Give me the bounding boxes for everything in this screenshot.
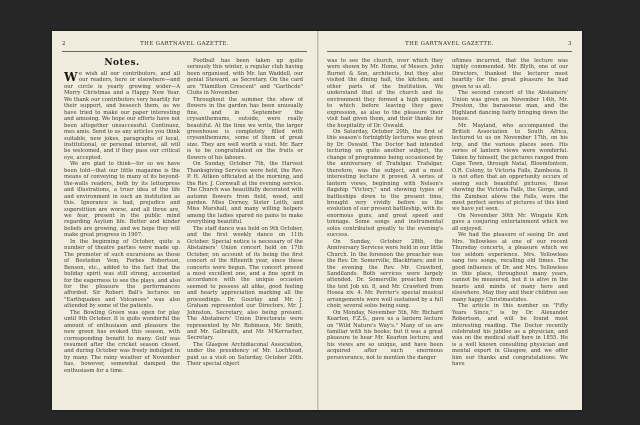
running-head-left — [62, 41, 307, 50]
page-number-left: 2 — [62, 41, 66, 47]
column-3 — [327, 58, 443, 403]
paragraph: On Saturday, October 20th, the first of this season's fortnightly lectures was given by Dr. Oswald. The Doctor had intended lecturing on quite another subject, the change of programme being occasioned by the anniversary of Trafalgar. Trafalgar, therefore, was the subject, and a most interesting lecture it proved. A series of lantern views, beginning with Nelson's flagship "Victory," and showing types of battleships down to the present time, brought very vividly before us the evolution of our present battleship, with its enormous guns, and great speed and tonnage. Some songs and instrumental solos contributed greatly to the evening's success. — [327, 128, 443, 239]
header-rule-left — [62, 51, 307, 52]
paragraph: Mr. Mayland, who accompanied the British Association to South Africa, lectured to us on November 17th, on his trip, and the various places seen. His series of lantern views were wonderful. Taken by himself, the pictures ranged from Cape Town, through Natal, Bloemfontein, O.R. Colony, to Victoria Falls, Zambesia. It is not often that an opportunity occurs of seeing such beautiful pictures, those showing the Victoria Falls, the Gorge, and the Zambezi above the Falls, were the most perfect series of pictures of this kind we have yet seen. — [452, 122, 568, 213]
paragraph: Football has been taken up quite seriously this winter, a regular club having been organised, with Mr. Ian Waddell, our genial Steward, as Secretary. On the card are "Hamilton Crescent" and "Garthcde" Clubs in November. — [187, 58, 303, 97]
page-number-right: 3 — [568, 41, 572, 47]
paragraph: We had the pleasure of seeing Dr. and Mrs. Yellowlees at one of our recent Thursday concerts, a pleasure which we too seldom experience. Mrs. Yellowlees sang two songs, recalling old times. The good influence of Dr. and Mrs. Yellowlees in this place, throughout many years, cannot be measured, but it is alive in the hearts and minds of many here and elsewhere. May they and their children see many happy Christmastides. — [452, 232, 568, 303]
drop-cap: W — [64, 69, 78, 84]
running-head-right — [327, 41, 572, 50]
paragraph: The second concert of the Abstainers' Union was given on November 14th, Mr. Preston, the baraeoeue man, and the Highland dancing fairly bringing down the house. — [452, 90, 568, 123]
paragraph: On Sunday, October 7th, the Harvest Thanksgiving Services were held, the Rev. P. H. Aitken officiated at the morning, and the Rev. J. Cornwall at the evening service. The Church was beautifully decorated with autumn flowers from field, wood, and garden. Miss Dorney, Sister Leith, and Miss Marshall, and many willing helpers among the ladies spared no pains to make everything beautiful. — [187, 161, 303, 226]
paragraph: Throughout the summer the show of flowers in the garden has been unusually fine, and in September the crysanthemums, outside, were really beautiful. At the time we write, the larger greenhouse is completely filled with crysanthemums, some of them of great size. They are well worth a visit. Mr. Barr is to be congratulated on the fruits or flowers of his labours. — [187, 96, 303, 161]
paragraph: We are glad to think—for so we have been told—that our little magazine is the means of conveying to many of its beyond-the-walls readers, both by its letterpress and illustrations, a truer idea of the life and environment in such an institution as this. Ignorance is bad, prejudice and superstition are worse, and all three are, we fear, present in the public mind regarding Asylum life. Better and kinder beliefs are growing, and we hope they will make great progress in 1907. — [64, 161, 180, 239]
paragraph: On November 30th Mr. Wingate Kirk gave a conjuring entertainment which we all enjoyed. — [452, 212, 568, 232]
column-1 — [64, 58, 180, 403]
paragraph: The Glasgow Archidiaconal Association, under the presidency of Mr. Lochhead, paid us a visit on Saturday, October 20th. Their special object — [187, 341, 303, 368]
header-rule-right — [327, 51, 572, 52]
paragraph-text: e wish all our contributors, and all our readers, here or elsewhere—and our circle is yearly growing wider—A Merry Christmas and a Happy New Year. We thank our contributors very heartily for their support, and beseech them, as we have tried to make our paper interesting and amusing. We hope our efforts have not been altogether unsuccessful. Continuez, mes amis. Send to us any articles you think suitable, new jokes, paragraphs of local, institutional, or personal interest, all will be welcomed, and if they pass our critical eye, accepted. — [64, 71, 180, 161]
paragraph: oftimes incurred, that the lecture was highly commended. Mr. Blyth, one of our Directors, thanked the lecturer most heartily for the great pleasure he had given to us all. — [452, 58, 568, 90]
column-4 — [452, 58, 568, 403]
column-2 — [187, 58, 303, 403]
running-title-left: THE GARTNAVEL GAZETTE. — [140, 41, 229, 47]
paragraph: The article in this number on "Fifty Years Since," is by Dr. Alexander Robertson, and will be found most interesting reading. The Doctor recently celebrated his jubilee as a physician, and was on the medical staff here in 1855. He is a well known consulting physician and mental expert in Glasgow, and we offer him our thanks and congratulations. We have — [452, 303, 568, 368]
paragraph — [64, 71, 180, 161]
magazine-spread — [52, 31, 582, 410]
running-title-right: THE GARTNAVEL GAZETTE. — [405, 41, 494, 47]
right-page — [319, 31, 582, 410]
paragraph: On Monday, November 5th, Mr. Richard Kearton, F.Z.S., gave us a lantern lecture on "Wild Nature's Way's." Many of us are familiar with his books; but it was a great pleasure to hear Mr. Kearton lecture; and his views are so unique, and have been acquired after such enormous perseverance, not to mention the danger — [327, 309, 443, 361]
paragraph: The staff dance was held on 9th October, and the first weekly dance on 11th October. Special notice is necessary of the Abstainers' Union concert held on 17th October, on account of its being the first concert of the fifteenth year, since these concerts were begun. The concert proved a most excellent one, and a fine spirit in accordance with the unique occasion seemed to possess all alike, good feeling and hearty appreciation marking all the proceedings. Dr. Gourlay and Mr. J. Graham represented our Directors, Mr. J. Johnston, Secretary, also being present. The Abstainers' Union Directorate were represented by Mr. Robinson, Mr. Smith, and Mr. Galbraith, and Mr. M'Kerracher, Secretary. — [187, 225, 303, 342]
paragraph: The Bowling Green was open for play until 9th October. It is quite wonderful the amount of enthusiasm and pleasure the new green has evoked this season, with corresponding benefit to many. Golf was resumed after the cricket season closed, and during October was freely indulged in by many. The rainy weather of November has, however, somewhat damped the enthusiasm for a time. — [64, 309, 180, 374]
paragraph: In the beginning of October, quite a number of theatre parties were made up. The promoter of such excursions as those of Bostedon Vem, Forbes Robertson, Benson, etc., added to the fact that the holiday spirit was still strong, accounted for the eagerness to see the plays, and also for the pleasure the performances afforded. Sir Robert Ball's lectures on "Earthquakes and Volcanoes" was also attended by some of the patients. — [64, 238, 180, 310]
notes-heading: Notes. — [104, 58, 140, 68]
paragraph: On Sunday, October 28th, the Anniversary Services were held in our little Church. In the forenoon the preacher was the Rev. Dr. Somerville, Blackfriars; and in the evening the Rev. Mr. Crawford, Sandilands. Both services were largely attended. Dr. Somerville preached from the text Job xii. 8, and Mr. Crawford from Hosea xiv. 4. Mr. Perrier's special musical arrangements were well sustained by a full choir, several solos being sung. — [327, 238, 443, 310]
left-page — [52, 31, 317, 410]
paragraph: was to see the church, over which they were shown by Mr. Home, of Messrs. John Burnet & Son, architects, but they also visited the dining hall, the kitchen, and other parts of the Institution. We understand that of the church and its environment they formed a high opinion, to which before leaving they gave expression, as also to the pleasure their visit had given them, and their thanks for the hospitality of Dr. Oswald. — [327, 58, 443, 129]
